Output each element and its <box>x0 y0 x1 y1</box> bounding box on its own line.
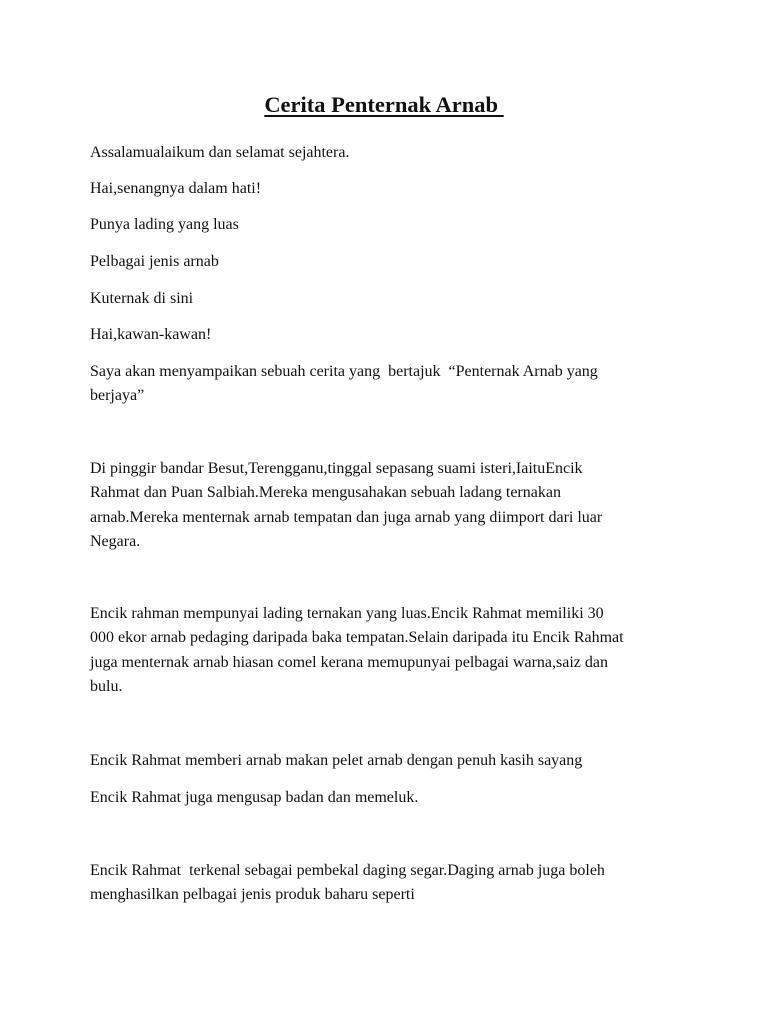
paragraph-line: bulu. <box>90 678 123 696</box>
sentence-line: Encik Rahmat juga mengusap badan dan memeluk. <box>90 789 419 806</box>
sentence-line: Encik Rahmat memberi arnab makan pelet arnab dengan penuh kasih sayang <box>90 752 583 769</box>
song-line: Kuternak di sini <box>90 290 194 307</box>
paragraph-line: 000 ekor arnab pedaging daripada baka tempatan.Selain daripada itu Encik Rahmat <box>90 629 624 647</box>
paragraph-2 <box>90 602 690 700</box>
song-line: Hai,kawan-kawan! <box>90 326 212 343</box>
paragraph-line: Rahmat dan Puan Salbiah.Mereka mengusahakan sebuah ladang ternakan <box>90 484 561 502</box>
paragraph-line: berjaya” <box>90 387 145 405</box>
song-line: Hai,senangnya dalam hati! <box>90 180 262 197</box>
song-line: Pelbagai jenis arnab <box>90 253 219 270</box>
page-title: Cerita Penternak Arnab <box>264 92 504 117</box>
song-line: Punya lading yang luas <box>90 216 239 233</box>
paragraph-line: Encik Rahmat terkenal sebagai pembekal daging segar.Daging arnab juga boleh <box>90 862 605 879</box>
paragraph-line: Saya akan menyampaikan sebuah cerita yang bertajuk “Penternak Arnab yang <box>90 363 598 380</box>
paragraph-line: Di pinggir bandar Besut,Terengganu,tinggal sepasang suami isteri,IaituEncik <box>90 460 583 477</box>
paragraph-3 <box>90 859 690 908</box>
paragraph-line: Negara. <box>90 533 141 551</box>
paragraph-line: juga menternak arnab hiasan comel kerana memupunyai pelbagai warna,saiz dan <box>90 653 608 671</box>
paragraph-line: arnab.Mereka menternak arnab tempatan dan juga arnab yang diimport dari luar <box>90 508 603 526</box>
greeting-line: Assalamualaikum dan selamat sejahtera. <box>90 144 350 161</box>
paragraph-line: Encik rahman mempunyai lading ternakan yang luas.Encik Rahmat memiliki 30 <box>90 605 604 622</box>
intro-paragraph <box>90 360 690 409</box>
paragraph-1 <box>90 457 690 555</box>
paragraph-line: menghasilkan pelbagai jenis produk baharu seperti <box>90 886 415 904</box>
